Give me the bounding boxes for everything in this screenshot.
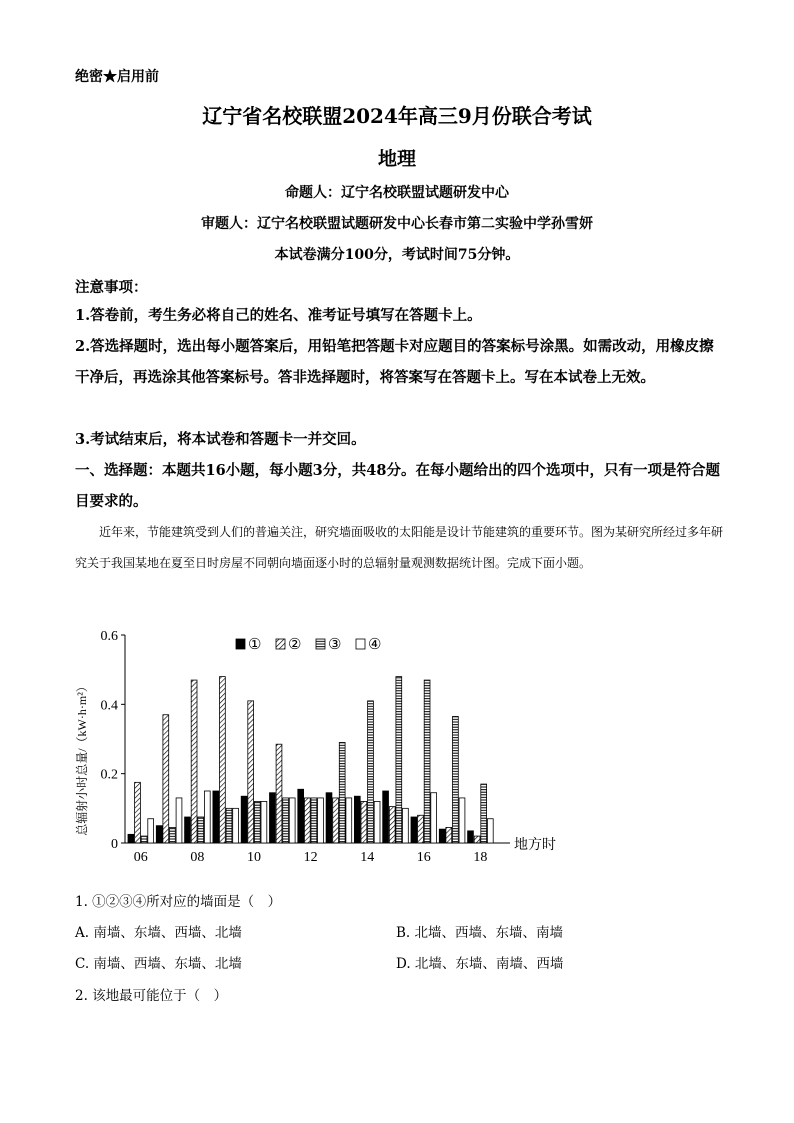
bar-series-2 bbox=[446, 827, 452, 843]
notes-heading: 注意事项： bbox=[75, 279, 148, 296]
y-tick-label: 0 bbox=[111, 837, 118, 852]
bar-series-4 bbox=[403, 808, 409, 843]
bar-series-1 bbox=[354, 796, 360, 843]
x-tick-label: 08 bbox=[190, 850, 205, 865]
bar-series-4 bbox=[374, 801, 380, 843]
radiation-bar-chart bbox=[70, 620, 590, 865]
note-item-1: 1.答卷前，考生务必将自己的姓名、准考证号填写在答题卡上。 bbox=[75, 307, 482, 324]
legend-label-4: ④ bbox=[368, 637, 382, 653]
section-heading: 一、选择题：本题共16小题，每小题3分，共48分。在每小题给出的四个选项中，只有一项是符合题目要求的。 bbox=[75, 462, 720, 510]
bar-series-2 bbox=[304, 798, 310, 843]
bar-series-1 bbox=[241, 796, 247, 843]
bar-series-1 bbox=[439, 829, 445, 843]
bar-series-3 bbox=[254, 801, 260, 843]
legend-swatch-3 bbox=[316, 639, 325, 649]
exam-title: 辽宁省名校联盟2024年高三9月份联合考试 bbox=[202, 104, 592, 128]
bar-series-1 bbox=[298, 789, 304, 843]
question-1-option-c: C. 南墙、西墙、东墙、北墙 bbox=[75, 956, 242, 972]
bar-series-3 bbox=[424, 680, 430, 843]
bar-series-4 bbox=[459, 798, 465, 843]
bar-series-3 bbox=[368, 701, 374, 843]
bar-series-1 bbox=[468, 831, 474, 843]
bar-series-2 bbox=[135, 782, 141, 843]
note-item-3: 3.考试结束后，将本试卷和答题卡一并交回。 bbox=[75, 431, 366, 448]
x-tick-label: 14 bbox=[360, 850, 375, 865]
bar-series-3 bbox=[339, 742, 345, 843]
legend-label-2: ② bbox=[288, 637, 302, 653]
question-1-option-b: B. 北墙、西墙、东墙、南墙 bbox=[396, 925, 564, 941]
legend-swatch-2 bbox=[276, 639, 285, 649]
author-line: 命题人：辽宁名校联盟试题研发中心 bbox=[285, 185, 509, 201]
bar-series-2 bbox=[163, 715, 169, 843]
bar-series-1 bbox=[383, 791, 389, 843]
bar-series-3 bbox=[141, 836, 147, 843]
bar-series-1 bbox=[156, 826, 162, 843]
y-tick-label: 0.6 bbox=[100, 629, 118, 644]
bar-series-4 bbox=[204, 791, 210, 843]
y-tick-label: 0.4 bbox=[100, 698, 118, 714]
legend-label-1: ① bbox=[248, 637, 262, 653]
bar-series-2 bbox=[389, 807, 395, 843]
question-2-stem: 2. 该地最可能位于（ ） bbox=[75, 988, 228, 1004]
bar-series-2 bbox=[220, 677, 226, 843]
bar-series-2 bbox=[474, 836, 480, 843]
bar-series-4 bbox=[346, 798, 352, 843]
x-tick-label: 16 bbox=[416, 850, 431, 865]
bar-series-4 bbox=[261, 801, 267, 843]
bar-series-4 bbox=[431, 793, 437, 843]
bar-series-2 bbox=[276, 744, 282, 843]
question-1-stem: 1. ①②③④所对应的墙面是（ ） bbox=[75, 894, 282, 910]
note-item-2: 2.答选择题时，选出每小题答案后，用铅笔把答题卡对应题目的答案标号涂黑。如需改动，用橡皮擦干净后，再选涂其他答案标号。答非选择题时，将答案写在答题卡上。写在本试卷上无效。 bbox=[75, 338, 714, 386]
bar-series-2 bbox=[191, 680, 197, 843]
x-tick-label: 18 bbox=[473, 850, 488, 865]
x-tick-label: 12 bbox=[303, 850, 318, 865]
bar-series-1 bbox=[213, 791, 219, 843]
bar-series-4 bbox=[289, 798, 295, 843]
bar-series-2 bbox=[248, 701, 254, 843]
bar-series-3 bbox=[481, 784, 487, 843]
x-tick-label: 06 bbox=[133, 850, 148, 865]
bar-series-1 bbox=[411, 817, 417, 843]
legend-swatch-1 bbox=[236, 639, 245, 649]
bar-series-3 bbox=[396, 677, 402, 843]
bar-series-4 bbox=[487, 819, 493, 843]
bar-series-2 bbox=[361, 801, 367, 843]
y-axis-label: 总辐射小时总量/（kW·h·m²） bbox=[75, 680, 89, 836]
bar-series-1 bbox=[128, 834, 134, 843]
question-1-option-a: A. 南墙、东墙、西墙、北墙 bbox=[75, 925, 242, 941]
bar-series-2 bbox=[333, 798, 339, 843]
bar-series-4 bbox=[318, 798, 324, 843]
bar-series-3 bbox=[170, 827, 176, 843]
legend-label-3: ③ bbox=[328, 637, 342, 653]
x-axis-label: 地方时 bbox=[514, 838, 556, 853]
bar-series-3 bbox=[226, 808, 232, 843]
bar-series-3 bbox=[198, 817, 204, 843]
bar-series-3 bbox=[453, 716, 459, 843]
bar-series-1 bbox=[270, 793, 276, 843]
bar-series-4 bbox=[176, 798, 182, 843]
reviewer-line: 审题人：辽宁名校联盟试题研发中心长春市第二实验中学孙雪妍 bbox=[201, 216, 593, 232]
question-1-option-d: D. 北墙、东墙、南墙、西墙 bbox=[396, 956, 564, 972]
secret-mark: 绝密★启用前 bbox=[75, 69, 159, 85]
bar-series-3 bbox=[283, 798, 289, 843]
bar-series-1 bbox=[185, 817, 191, 843]
bar-series-4 bbox=[233, 808, 239, 843]
x-tick-label: 10 bbox=[247, 850, 261, 865]
bar-series-3 bbox=[311, 798, 317, 843]
bar-series-1 bbox=[326, 793, 332, 843]
bar-series-4 bbox=[148, 819, 154, 843]
legend-swatch-4 bbox=[356, 639, 365, 649]
exam-info-line: 本试卷满分100分，考试时间75分钟。 bbox=[274, 247, 520, 263]
subject-title: 地理 bbox=[377, 148, 416, 170]
y-tick-label: 0.2 bbox=[100, 767, 118, 783]
section-intro: 近年来，节能建筑受到人们的普遍关注，研究墙面吸收的太阳能是设计节能建筑的重要环节。图为某研究所经过多年研究关于我国某地在夏至日时房屋不同朝向墙面逐小时的总辐射量观测数据统计图。完成下面小题。 bbox=[75, 525, 724, 570]
bar-series-2 bbox=[418, 815, 424, 843]
